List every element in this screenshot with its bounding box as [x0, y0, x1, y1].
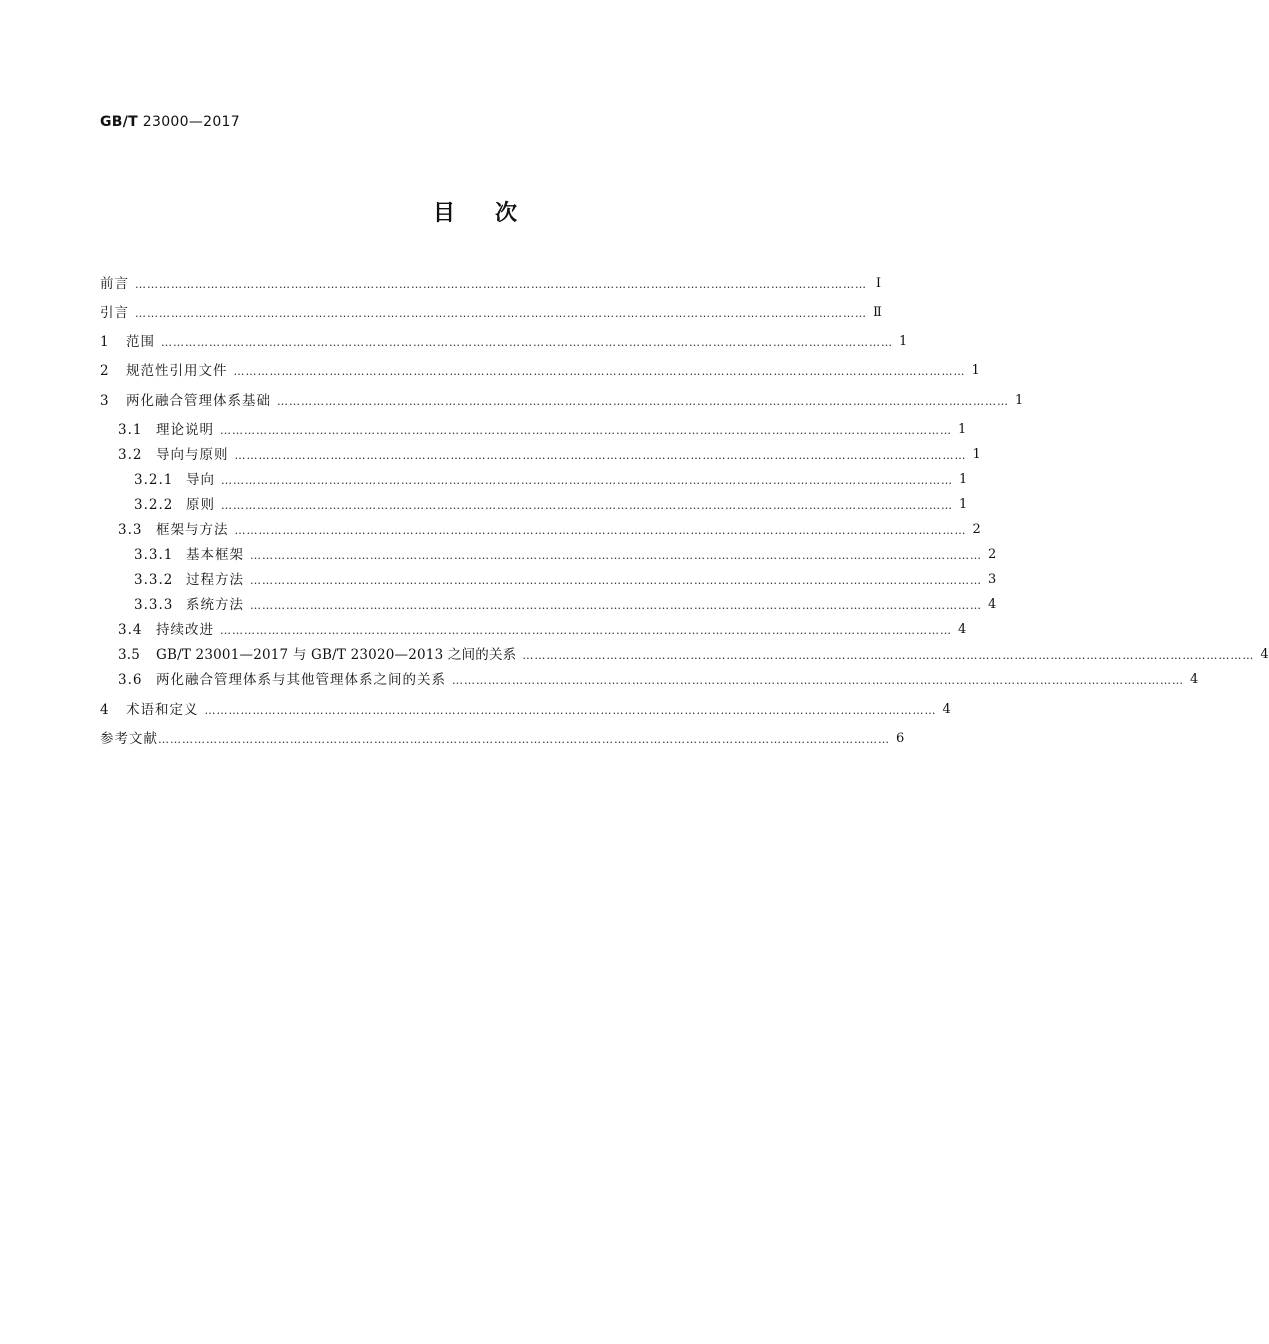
- toc-entry-text: 原则: [186, 497, 215, 513]
- toc-entry-page: 1: [959, 472, 968, 487]
- toc-entry-label: [100, 518, 229, 542]
- toc-entry-page: 1: [972, 447, 981, 462]
- page-title: 目次: [432, 201, 557, 226]
- toc-entry-page: 4: [1260, 647, 1269, 662]
- toc-entry-page: 6: [896, 731, 905, 746]
- toc-entry-label: [100, 418, 214, 442]
- toc-entry-label: [100, 543, 244, 567]
- toc-leader-dots: …………………………………………………………………………………………………………………………………………………………………: [250, 549, 982, 562]
- toc-entry-preface[interactable]: [100, 272, 881, 296]
- toc-entry-3[interactable]: [100, 389, 1024, 413]
- toc-entry-label: [100, 443, 229, 467]
- toc-leader-dots: …………………………………………………………………………………………………………………………………………………………………: [277, 395, 1009, 408]
- toc-entry-3-5[interactable]: [100, 643, 1269, 667]
- toc-entry-page: 1: [958, 422, 967, 437]
- toc-entry-text: GB/T 23001—2017 与 GB/T 23020—2013 之间的关系: [156, 647, 517, 663]
- toc-leader-dots: …………………………………………………………………………………………………………………………………………………………………: [250, 574, 982, 587]
- toc-entry-text: 参考文献: [100, 731, 158, 747]
- toc-leader-dots: …………………………………………………………………………………………………………………………………………………………………: [221, 474, 953, 487]
- toc-entry-page: 1: [971, 363, 980, 378]
- toc-entry-text: 系统方法: [186, 597, 244, 613]
- toc-entry-text: 框架与方法: [156, 522, 229, 538]
- toc-entry-3-3[interactable]: [100, 518, 981, 542]
- toc-entry-page: 2: [972, 522, 981, 537]
- toc-entry-page: 4: [942, 702, 951, 717]
- toc-entry-number: 3.3: [118, 522, 143, 538]
- toc-entry-3-1[interactable]: [100, 418, 967, 442]
- toc-entry-text: 导向: [186, 472, 215, 488]
- toc-entry-label: [100, 468, 215, 492]
- toc-entry-label: [100, 593, 244, 617]
- toc-entry-number: 3.3.3: [134, 597, 174, 613]
- toc-entry-text: 过程方法: [186, 572, 244, 588]
- toc-entry-number: 4: [100, 702, 110, 718]
- toc-entry-text: 持续改进: [156, 622, 214, 638]
- toc-entry-label: [100, 727, 158, 751]
- toc-entry-page: Ⅰ: [875, 276, 881, 291]
- toc-entry-3-6[interactable]: [100, 668, 1199, 692]
- toc-entry-number: 3.6: [118, 672, 143, 688]
- toc-entry-3-2-2[interactable]: [100, 493, 968, 517]
- toc-entry-number: 3.3.2: [134, 572, 174, 588]
- toc-entry-3-3-1[interactable]: [100, 543, 997, 567]
- toc-entry-text: 范围: [126, 334, 155, 350]
- toc-leader-dots: …………………………………………………………………………………………………………………………………………………………………: [135, 307, 867, 320]
- toc-entry-text: 导向与原则: [156, 447, 229, 463]
- toc-entry-bibliography[interactable]: [100, 727, 905, 751]
- toc-entry-number: 3.1: [118, 422, 143, 438]
- toc-entry-number: 3: [100, 393, 110, 409]
- toc-entry-page: 4: [1190, 672, 1199, 687]
- toc-entry-page: 4: [958, 622, 967, 637]
- toc-entry-label: [100, 618, 214, 642]
- toc-leader-dots: …………………………………………………………………………………………………………………………………………………………………: [158, 733, 890, 746]
- toc-entry-page: 3: [988, 572, 997, 587]
- toc-entry-text: 引言: [100, 305, 129, 321]
- toc-entry-label: [100, 389, 271, 413]
- toc-entry-3-2[interactable]: [100, 443, 981, 467]
- toc-leader-dots: …………………………………………………………………………………………………………………………………………………………………: [250, 599, 982, 612]
- toc-entry-page: 1: [959, 497, 968, 512]
- toc-leader-dots: …………………………………………………………………………………………………………………………………………………………………: [234, 524, 967, 537]
- toc-entry-1[interactable]: [100, 330, 908, 354]
- toc-leader-dots: …………………………………………………………………………………………………………………………………………………………………: [161, 336, 893, 349]
- toc-entry-text: 两化融合管理体系基础: [126, 393, 271, 409]
- document-code-number: 23000—2017: [138, 114, 240, 130]
- toc-entry-label: [100, 301, 129, 325]
- toc-leader-dots: …………………………………………………………………………………………………………………………………………………………………: [204, 704, 937, 717]
- toc-entry-number: 3.3.1: [134, 547, 174, 563]
- toc-entry-page: 1: [899, 334, 908, 349]
- toc-entry-text: 术语和定义: [126, 702, 199, 718]
- toc-entry-3-3-2[interactable]: [100, 568, 997, 592]
- document-code: [100, 114, 240, 130]
- toc-entry-text: 基本框架: [186, 547, 244, 563]
- toc-entry-4[interactable]: [100, 698, 951, 722]
- toc-entry-label: [100, 272, 129, 296]
- toc-entry-page: 1: [1015, 393, 1024, 408]
- toc-entry-3-4[interactable]: [100, 618, 967, 642]
- toc-entry-number: 3.5: [118, 647, 141, 663]
- toc-entry-introduction[interactable]: [100, 301, 882, 325]
- toc-leader-dots: …………………………………………………………………………………………………………………………………………………………………: [234, 449, 967, 462]
- toc-entry-text: 理论说明: [156, 422, 214, 438]
- toc-entry-label: [100, 330, 155, 354]
- toc-entry-number: 3.4: [118, 622, 143, 638]
- toc-leader-dots: …………………………………………………………………………………………………………………………………………………………………: [221, 499, 953, 512]
- toc-entry-3-2-1[interactable]: [100, 468, 968, 492]
- toc-entry-page: 2: [988, 547, 997, 562]
- toc-entry-label: [100, 568, 244, 592]
- toc-entry-text: 两化融合管理体系与其他管理体系之间的关系: [156, 672, 446, 688]
- toc-leader-dots: …………………………………………………………………………………………………………………………………………………………………: [135, 278, 867, 291]
- toc-entry-text: 规范性引用文件: [126, 363, 228, 379]
- toc-leader-dots: …………………………………………………………………………………………………………………………………………………………………: [220, 624, 952, 637]
- toc-entry-number: 3.2.1: [134, 472, 174, 488]
- toc-entry-2[interactable]: [100, 359, 980, 383]
- toc-entry-label: [100, 698, 199, 722]
- toc-entry-page: Ⅱ: [873, 305, 882, 320]
- toc-entry-3-3-3[interactable]: [100, 593, 997, 617]
- document-code-prefix: GB/T: [100, 114, 139, 130]
- toc-leader-dots: …………………………………………………………………………………………………………………………………………………………………: [522, 649, 1255, 662]
- toc-leader-dots: …………………………………………………………………………………………………………………………………………………………………: [220, 424, 952, 437]
- toc-entry-label: [100, 359, 228, 383]
- toc-entry-number: 3.2: [118, 447, 143, 463]
- toc-entry-number: 2: [100, 363, 110, 379]
- toc-entry-page: 4: [988, 597, 997, 612]
- toc-entry-number: 3.2.2: [134, 497, 174, 513]
- toc-entry-text: 前言: [100, 276, 129, 292]
- toc-entry-number: 1: [100, 334, 110, 350]
- toc-entry-label: [100, 643, 516, 667]
- toc-entry-label: [100, 493, 215, 517]
- toc-leader-dots: …………………………………………………………………………………………………………………………………………………………………: [452, 674, 1184, 687]
- toc-entry-label: [100, 668, 446, 692]
- toc-leader-dots: …………………………………………………………………………………………………………………………………………………………………: [233, 365, 966, 378]
